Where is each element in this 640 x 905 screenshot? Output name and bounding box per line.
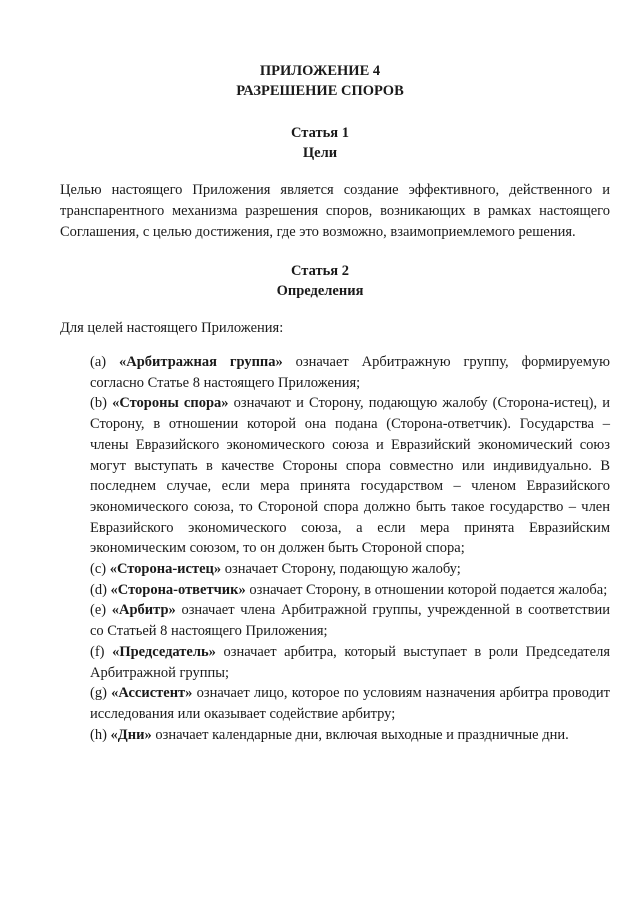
definition-term: «Стороны спора»: [112, 395, 229, 412]
definition-term: «Председатель»: [112, 643, 216, 660]
definition-term: «Ассистент»: [111, 685, 193, 702]
definitions-list: [90, 352, 610, 745]
article-2-title: Определения: [276, 283, 364, 299]
definition-text: означают и Сторону, подающую жалобу (Сторона-истец), и Сторону, в отношении которой она подана (Сторона-ответчик). Государства – члены Евразийского экономического союза и Евразийский экономический союз могут выступать в качестве Стороны спора совместно или индивидуально. В последнем случае, если мера принята государством – членом Евразийского экономического союза, то Стороной спора должно быть такое государство – член Евразийского экономического союза, а если мера принята Евразийским экономическим союзом, то он должен быть Стороной спора;: [90, 395, 610, 557]
definition-text: означает арбитра, который выступает в роли Председателя Арбитражной группы;: [90, 643, 610, 681]
definition-term: «Арбитр»: [111, 602, 176, 619]
definition-letter: (h): [90, 726, 111, 743]
definition-text: означает Сторону, подающую жалобу;: [221, 561, 461, 578]
definition-text: означает Сторону, в отношении которой подается жалоба;: [245, 581, 608, 598]
definition-letter: (d): [90, 581, 111, 598]
definition-item: [90, 393, 610, 559]
annex-title: РАЗРЕШЕНИЕ СПОРОВ: [236, 83, 404, 99]
definition-item: [90, 559, 610, 580]
definition-term: «Сторона-ответчик»: [110, 581, 246, 598]
definition-item: [90, 683, 610, 724]
definition-item: [90, 580, 610, 601]
definition-letter: (a): [90, 354, 119, 370]
definition-text: означает лицо, которое по условиям назначения арбитра проводит исследования или оказывает содействие арбитру;: [90, 685, 610, 722]
definition-letter: (b): [90, 395, 113, 412]
article-2-intro: Для целей настоящего Приложения:: [60, 320, 284, 336]
definition-text: означает Арбитражную группу, формируемую согласно Статье 8 настоящего Приложения;: [90, 354, 610, 391]
annex-number: ПРИЛОЖЕНИЕ 4: [259, 63, 381, 79]
definition-term: «Арбитражная группа»: [119, 354, 283, 370]
definition-item: [90, 600, 610, 641]
article-1-title: Цели: [302, 145, 338, 161]
definition-text: означает члена Арбитражной группы, учрежденной в соответствии со Статьей 8 настоящего Приложения;: [90, 602, 611, 640]
definition-letter: (f): [90, 643, 113, 660]
definition-item: [90, 725, 610, 746]
annex-heading: [0, 61, 640, 101]
definition-term: «Дни»: [110, 726, 152, 743]
definition-letter: (c): [90, 561, 110, 578]
article-1-text: Целью настоящего Приложения является создание эффективного, действенного и транспарентного механизма разрешения споров, возникающих в рамках настоящего Соглашения, с целью достижения, где это возможно, взаимоприемлемого решения.: [60, 182, 610, 240]
article-2-number: Статья 2: [291, 263, 349, 279]
definition-item: [90, 642, 610, 683]
definition-text: означает календарные дни, включая выходные и праздничные дни.: [151, 726, 569, 743]
article-2-heading: [0, 261, 640, 301]
definition-letter: (e): [90, 602, 112, 619]
article-1-number: Статья 1: [291, 125, 349, 141]
definition-item: [90, 352, 610, 393]
definition-letter: (g): [90, 685, 112, 702]
definition-term: «Сторона-истец»: [109, 561, 222, 578]
article-1-heading: [0, 123, 640, 163]
